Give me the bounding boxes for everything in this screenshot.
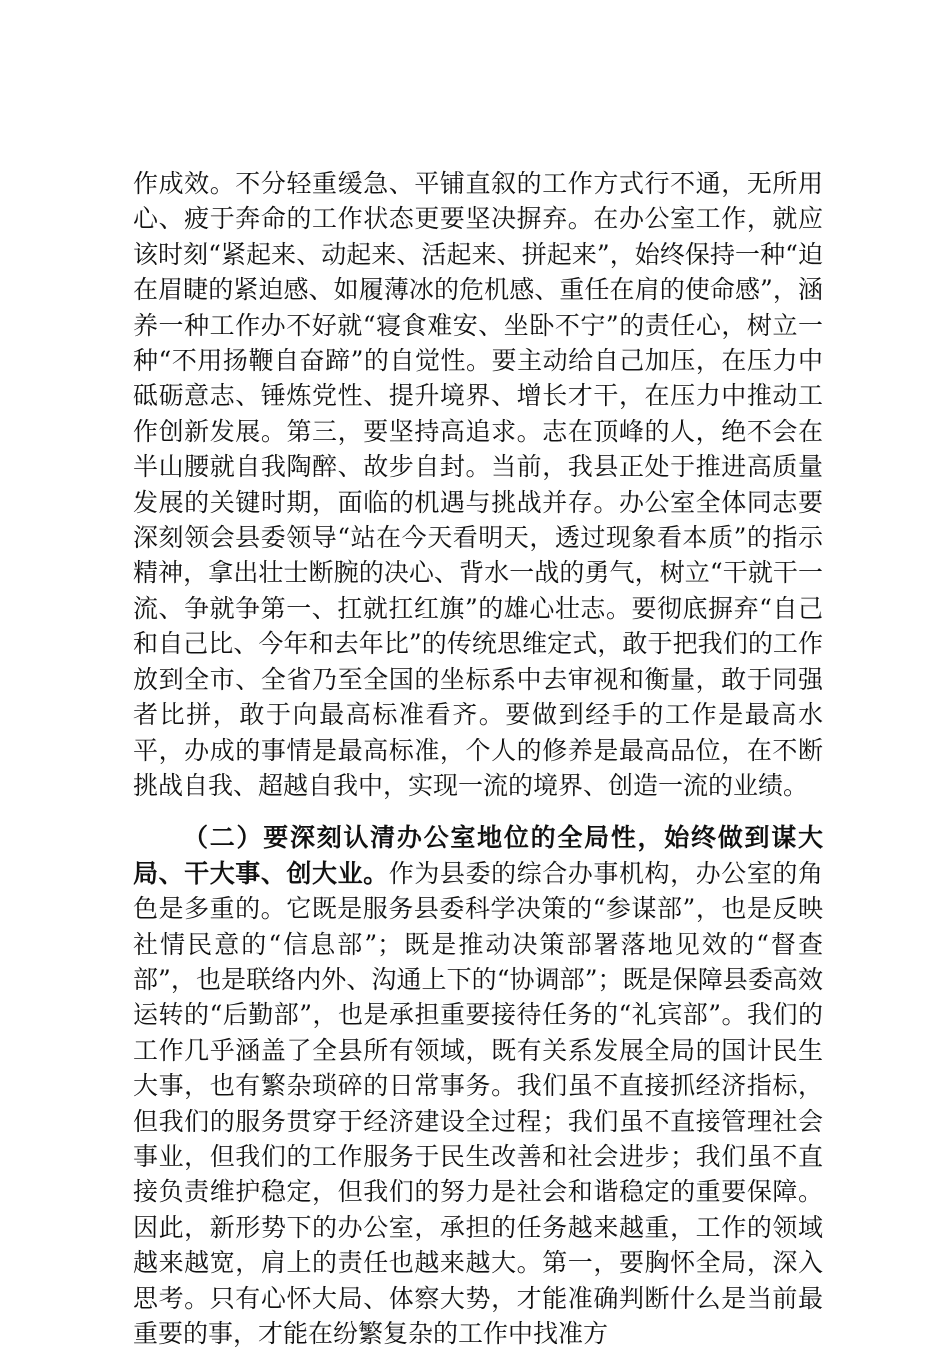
section-heading-lead: （二）要深刻认清办公室地位的全局性，始终做到谋大局、干大事、创大业。 xyxy=(133,823,823,888)
document-body xyxy=(133,166,823,1351)
paragraph-spacer xyxy=(133,803,823,820)
section-body-text: 作为县委的综合办事机构，办公室的角色是多重的。它既是服务县委科学决策的“参谋部”，也是反映社情民意的“信息部”；既是推动决策部署落地见效的“督查部”，也是联络内外、沟通上下的“协调部”；既是保障县委高效运转的“后勤部”，也是承担重要接待任务的“礼宾部”。我们的工作几乎涵盖了全县所有领域，既有关系发展全局的国计民生大事，也有繁杂琐碎的日常事务。我们虽不直接抓经济指标，但我们的服务贯穿于经济建设全过程；我们虽不直接管理社会事业，但我们的工作服务于民生改善和社会进步；我们虽不直接负责维护稳定，但我们的努力是社会和谐稳定的重要保障。因此，新形势下的办公室，承担的任务越来越重，工作的领域越来越宽，肩上的责任也越来越大。第一，要胸怀全局，深入思考。只有心怀大局、体察大势，才能准确判断什么是当前最重要的事，才能在纷繁复杂的工作中找准方 xyxy=(133,858,823,1348)
paragraph-section-two xyxy=(133,820,823,1351)
paragraph-continuation: 作成效。不分轻重缓急、平铺直叙的工作方式行不通，无所用心、疲于奔命的工作状态更要坚决摒弃。在办公室工作，就应该时刻“紧起来、动起来、活起来、拼起来”，始终保持一种“迫在眉睫的紧迫感、如履薄冰的危机感、重任在肩的使命感”，涵养一种工作办不好就“寝食难安、坐卧不宁”的责任心，树立一种“不用扬鞭自奋蹄”的自觉性。要主动给自己加压，在压力中砥砺意志、锤炼党性、提升境界、增长才干，在压力中推动工作创新发展。第三，要坚持高追求。志在顶峰的人，绝不会在半山腰就自我陶醉、故步自封。当前，我县正处于推进高质量发展的关键时期，面临的机遇与挑战并存。办公室全体同志要深刻领会县委领导“站在今天看明天，透过现象看本质”的指示精神，拿出壮士断腕的决心、背水一战的勇气，树立“干就干一流、争就争第一、扛就扛红旗”的雄心壮志。要彻底摒弃“自己和自己比、今年和去年比”的传统思维定式，敢于把我们的工作放到全市、全省乃至全国的坐标系中去审视和衡量，敢于同强者比拼，敢于向最高标准看齐。要做到经手的工作是最高水平，办成的事情是最高标准，个人的修养是最高品位，在不断挑战自我、超越自我中，实现一流的境界、创造一流的业绩。 xyxy=(133,169,823,800)
